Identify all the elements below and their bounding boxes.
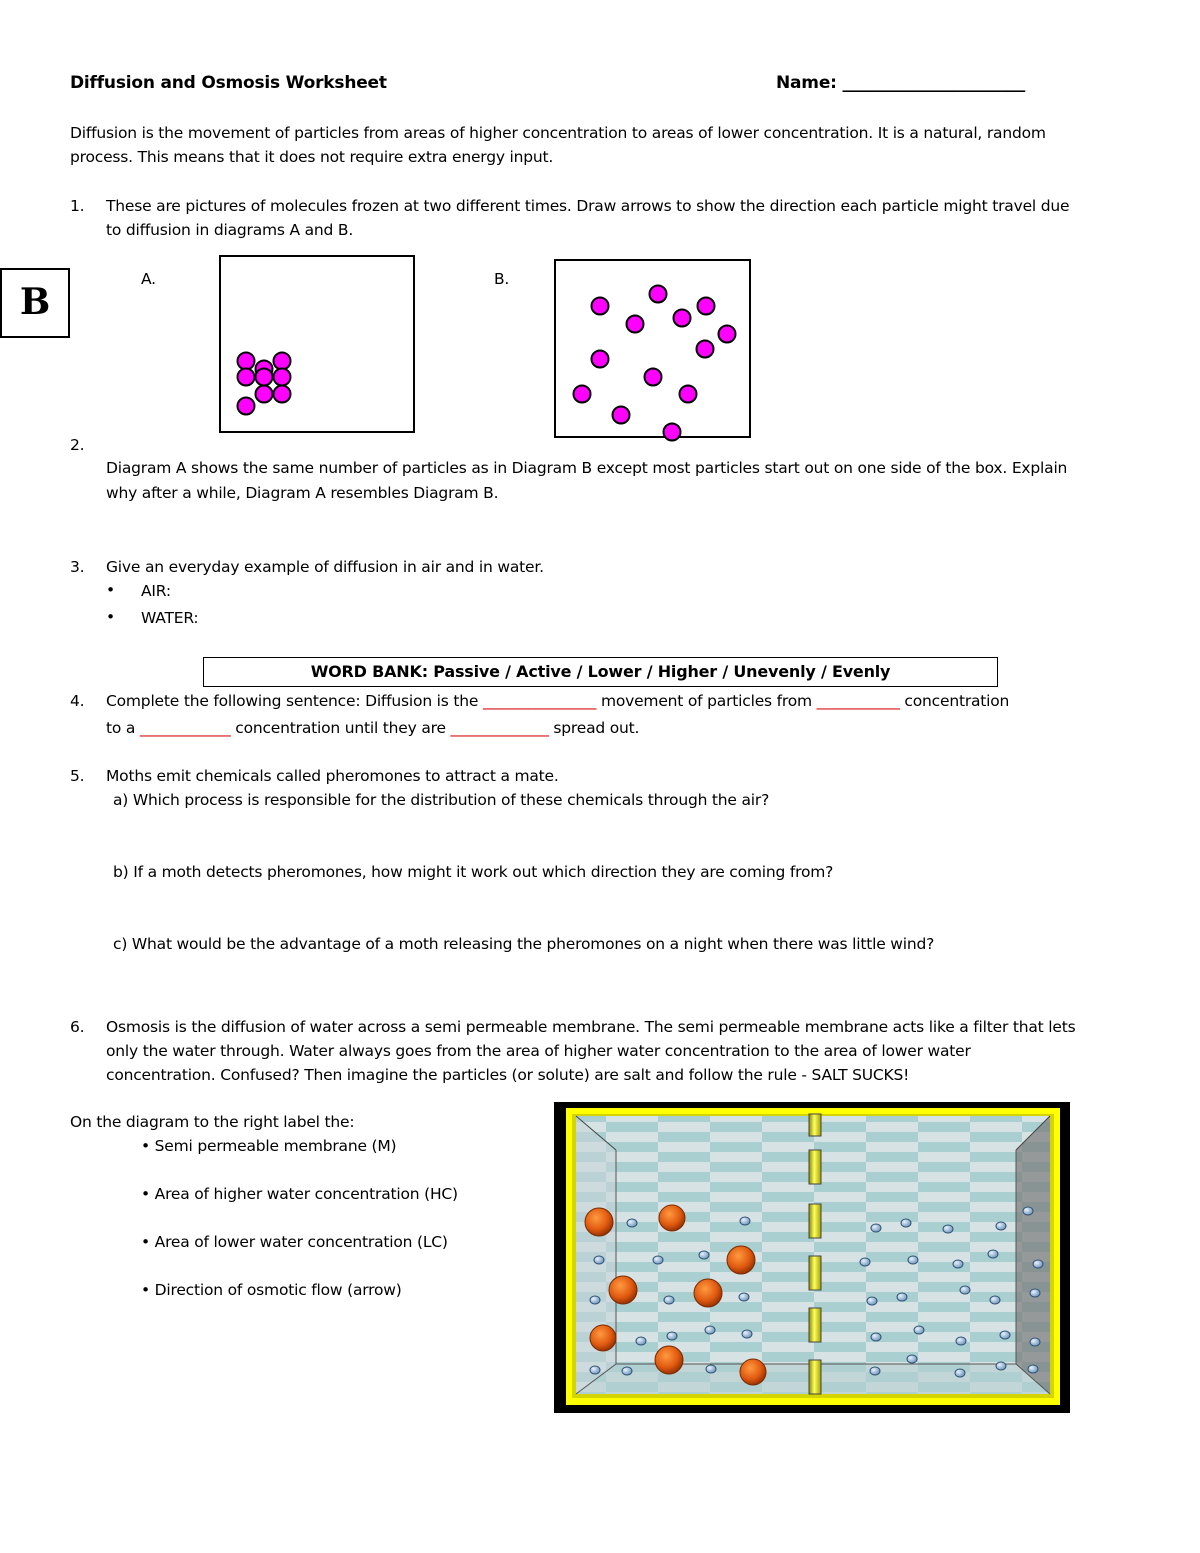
water-particle bbox=[956, 1337, 966, 1345]
water-particle bbox=[1000, 1331, 1010, 1339]
particle bbox=[274, 353, 291, 370]
water-particle bbox=[1030, 1338, 1040, 1346]
q4-text: concentration bbox=[899, 692, 1010, 710]
particle bbox=[256, 369, 273, 386]
water-particle bbox=[953, 1260, 963, 1268]
particle bbox=[274, 369, 291, 386]
q4-text: concentration until they are bbox=[230, 719, 451, 737]
osmosis-tank-diagram[interactable] bbox=[554, 1102, 1070, 1413]
solute-particle bbox=[694, 1279, 722, 1307]
solute-particle bbox=[740, 1359, 766, 1385]
membrane-segment bbox=[809, 1308, 821, 1342]
q5-text: Moths emit chemicals called pheromones to attract a mate. bbox=[106, 767, 559, 785]
label-task-intro: On the diagram to the right label the: bbox=[70, 1113, 355, 1131]
q3-water-label: WATER: bbox=[141, 609, 199, 627]
q2-line-1: Diagram A shows the same number of particles as in Diagram B except most particles start out on one side of the box. Explain bbox=[106, 459, 1068, 477]
particle bbox=[613, 407, 630, 424]
q5-part-a: a) Which process is responsible for the distribution of these chemicals through the air? bbox=[113, 791, 770, 809]
diagram-a-label: A. bbox=[141, 270, 156, 288]
diagram-b-particles bbox=[556, 261, 749, 461]
particle bbox=[274, 386, 291, 403]
water-particle bbox=[988, 1250, 998, 1258]
q4-text: Complete the following sentence: Diffusion is the bbox=[106, 692, 483, 710]
q4-text: spread out. bbox=[548, 719, 640, 737]
water-particle bbox=[1023, 1207, 1033, 1215]
version-badge: B bbox=[0, 268, 70, 338]
diagram-b-label: B. bbox=[494, 270, 510, 288]
particle bbox=[238, 353, 255, 370]
water-particle bbox=[1033, 1260, 1043, 1268]
water-particle bbox=[955, 1369, 965, 1377]
label-item-lc: • Area of lower water concentration (LC) bbox=[141, 1233, 448, 1251]
q1-number: 1. bbox=[70, 197, 85, 215]
bullet-icon: • bbox=[106, 608, 115, 626]
water-particle bbox=[664, 1296, 674, 1304]
particle bbox=[238, 398, 255, 415]
q3-text: Give an everyday example of diffusion in air and in water. bbox=[106, 558, 544, 576]
water-particle bbox=[871, 1224, 881, 1232]
q3-air-label: AIR: bbox=[141, 582, 171, 600]
q1-line-2: to diffusion in diagrams A and B. bbox=[106, 221, 354, 239]
water-particle bbox=[653, 1256, 663, 1264]
label-item-arrow: • Direction of osmotic flow (arrow) bbox=[141, 1281, 402, 1299]
q4-blank-2[interactable]: ___________ bbox=[816, 692, 900, 710]
water-particle bbox=[594, 1256, 604, 1264]
water-particle bbox=[996, 1362, 1006, 1370]
particle bbox=[650, 286, 667, 303]
water-particle bbox=[860, 1258, 870, 1266]
q6-number: 6. bbox=[70, 1018, 85, 1036]
water-particle bbox=[590, 1296, 600, 1304]
intro-line-2: process. This means that it does not require extra energy input. bbox=[70, 148, 554, 166]
q2-number: 2. bbox=[70, 436, 85, 454]
water-particle bbox=[901, 1219, 911, 1227]
water-particle bbox=[699, 1251, 709, 1259]
worksheet-title: Diffusion and Osmosis Worksheet bbox=[70, 73, 387, 93]
membrane-segment bbox=[809, 1150, 821, 1184]
particle bbox=[674, 310, 691, 327]
water-particle bbox=[990, 1296, 1000, 1304]
water-particle bbox=[667, 1332, 677, 1340]
water-particle bbox=[1028, 1365, 1038, 1373]
water-particle bbox=[914, 1326, 924, 1334]
q3-number: 3. bbox=[70, 558, 85, 576]
q5-part-b: b) If a moth detects pheromones, how might it work out which direction they are coming from? bbox=[113, 863, 834, 881]
word-bank: WORD BANK: Passive / Active / Lower / Higher / Unevenly / Evenly bbox=[203, 657, 998, 687]
water-particle bbox=[867, 1297, 877, 1305]
q2-line-2: why after a while, Diagram A resembles Diagram B. bbox=[106, 484, 499, 502]
q4-number: 4. bbox=[70, 692, 85, 710]
water-particle bbox=[706, 1365, 716, 1373]
q5-part-c: c) What would be the advantage of a moth releasing the pheromones on a night when there was little wind? bbox=[113, 935, 935, 953]
water-particle bbox=[627, 1219, 637, 1227]
intro-line-1: Diffusion is the movement of particles from areas of higher concentration to areas of lower concentration. It is a natural, random bbox=[70, 124, 1046, 142]
water-particle bbox=[908, 1256, 918, 1264]
membrane-segment bbox=[809, 1114, 821, 1136]
water-particle bbox=[636, 1337, 646, 1345]
particle bbox=[680, 386, 697, 403]
solute-particle bbox=[585, 1208, 613, 1236]
water-particle bbox=[742, 1330, 752, 1338]
bullet-icon: • bbox=[106, 581, 115, 599]
q4-text: to a bbox=[106, 719, 140, 737]
particle bbox=[574, 386, 591, 403]
particle bbox=[719, 326, 736, 343]
particle bbox=[645, 369, 662, 386]
particle bbox=[698, 298, 715, 315]
water-particle bbox=[705, 1326, 715, 1334]
diagram-a-particles bbox=[221, 257, 413, 431]
q6-line-2: only the water through. Water always goes from the area of higher water concentration to the area of lower water bbox=[106, 1042, 971, 1060]
water-particle bbox=[622, 1367, 632, 1375]
solute-particle bbox=[727, 1246, 755, 1274]
particle bbox=[238, 369, 255, 386]
q4-line-1 bbox=[106, 692, 1009, 710]
solute-particle bbox=[655, 1346, 683, 1374]
water-particle bbox=[960, 1286, 970, 1294]
particle bbox=[592, 298, 609, 315]
water-particle bbox=[740, 1217, 750, 1225]
water-particle bbox=[739, 1293, 749, 1301]
q6-line-1: Osmosis is the diffusion of water across a semi permeable membrane. The semi permeable membrane acts like a filter that lets bbox=[106, 1018, 1076, 1036]
particle bbox=[664, 424, 681, 441]
particle bbox=[256, 386, 273, 403]
membrane-segment bbox=[809, 1360, 821, 1394]
q4-text: movement of particles from bbox=[596, 692, 817, 710]
membrane-segment bbox=[809, 1256, 821, 1290]
membrane-segment bbox=[809, 1204, 821, 1238]
q5-number: 5. bbox=[70, 767, 85, 785]
solute-particle bbox=[609, 1276, 637, 1304]
particle bbox=[592, 351, 609, 368]
q4-line-2 bbox=[106, 719, 639, 737]
solute-particle bbox=[659, 1205, 685, 1231]
water-particle bbox=[1030, 1289, 1040, 1297]
diagram-a-box[interactable] bbox=[219, 255, 415, 433]
water-particle bbox=[897, 1293, 907, 1301]
particle bbox=[627, 316, 644, 333]
label-item-hc: • Area of higher water concentration (HC) bbox=[141, 1185, 458, 1203]
q6-line-3: concentration. Confused? Then imagine the particles (or solute) are salt and follow the rule - SALT SUCKS! bbox=[106, 1066, 910, 1084]
water-particle bbox=[590, 1366, 600, 1374]
q1-line-1: These are pictures of molecules frozen at two different times. Draw arrows to show the direction each particle might travel due bbox=[106, 197, 1070, 215]
water-particle bbox=[996, 1222, 1006, 1230]
water-particle bbox=[871, 1333, 881, 1341]
water-particle bbox=[943, 1225, 953, 1233]
water-particle bbox=[907, 1355, 917, 1363]
solute-particle bbox=[590, 1325, 616, 1351]
name-field[interactable]: Name: ______________________ bbox=[776, 73, 1026, 93]
q4-blank-4[interactable]: _____________ bbox=[450, 719, 549, 737]
q4-blank-3[interactable]: ____________ bbox=[139, 719, 231, 737]
water-particle bbox=[870, 1367, 880, 1375]
particle bbox=[697, 341, 714, 358]
q4-blank-1[interactable]: _______________ bbox=[482, 692, 597, 710]
label-item-membrane: • Semi permeable membrane (M) bbox=[141, 1137, 397, 1155]
diagram-b-box[interactable] bbox=[554, 259, 751, 438]
